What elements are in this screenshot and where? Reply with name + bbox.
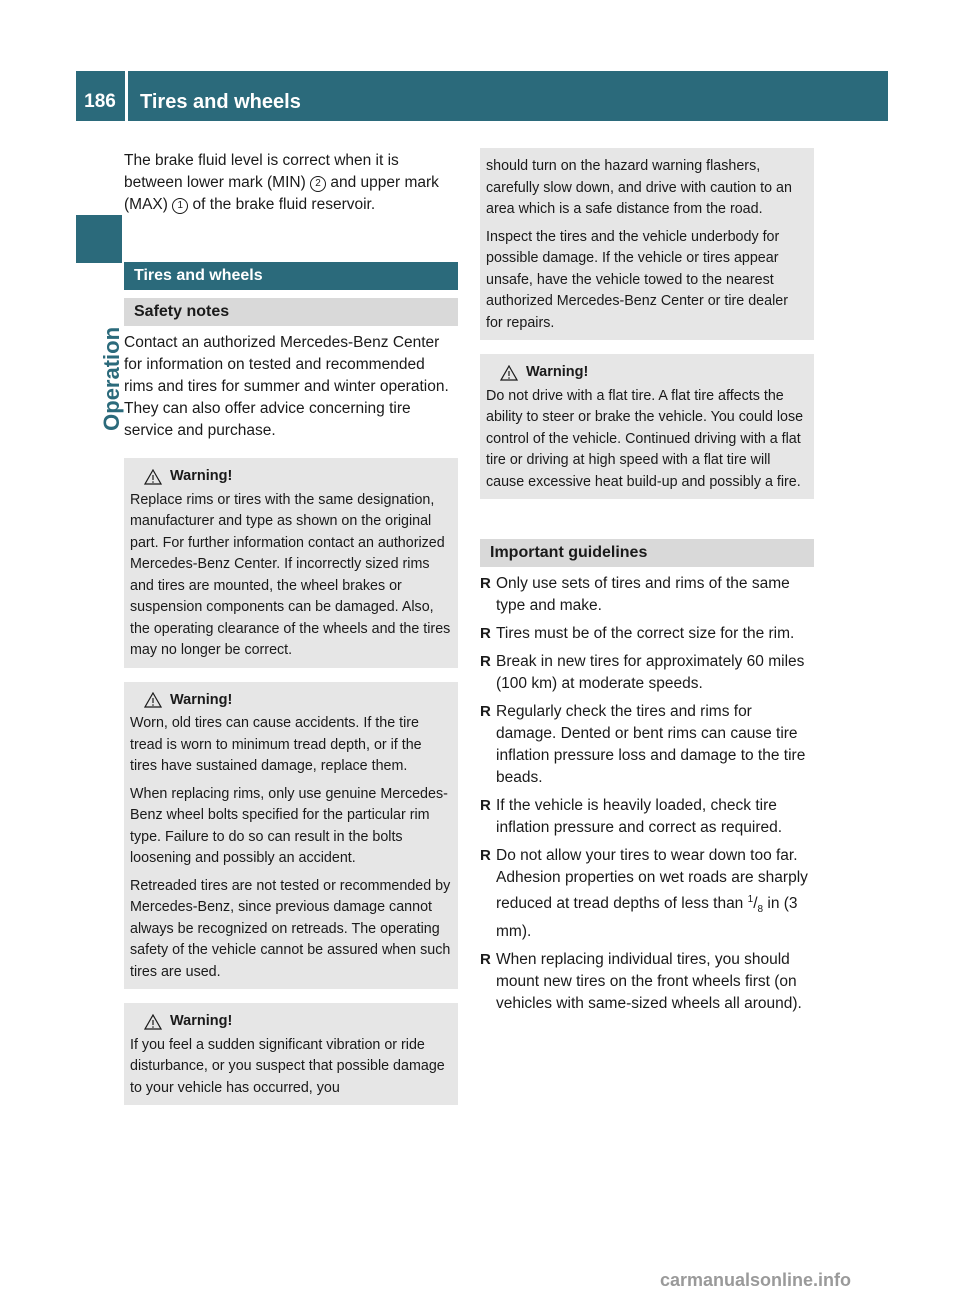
- warning-triangle-icon: [144, 692, 162, 708]
- page-title: Tires and wheels: [140, 91, 301, 113]
- list-item: [480, 651, 814, 695]
- warning-text: Do not drive with a flat tire. A flat tire affects the ability to steer or brake the vehicle. You could lose control of the vehicle. Continued driving with a flat tire or driving at high speed with a flat tire will cause excessive heat build-up and possibly a fire.: [486, 387, 804, 490]
- warning-text: Worn, old tires can cause accidents. If the tire tread is worn to minimum tread depth, or if the tires have sustained damage, replace them.: [130, 715, 422, 774]
- list-item-text: Break in new tires for approximately 60 miles (100 km) at moderate speeds.: [496, 653, 805, 692]
- bullet-icon: R: [480, 847, 491, 864]
- list-item-text: Only use sets of tires and rims of the same type and make.: [496, 575, 790, 614]
- subheading-safety-notes: Safety notes: [124, 298, 458, 326]
- warning-title: Warning!: [170, 1013, 233, 1029]
- warning-header: [144, 1011, 452, 1033]
- list-item-text: Do not allow your tires to wear down too far. Adhesion properties on wet roads are sharply reduced at tread depths of less than: [496, 847, 808, 913]
- bullet-icon: R: [480, 575, 491, 592]
- warning-text: Replace rims or tires with the same designation, manufacturer and type as shown on the original part. For further information contact an authorized Mercedes-Benz Center. If incorrectly sized rims and tires are mounted, the wheel brakes or suspension components can be damaged. Also, the operating clearance of the wheels and the tires may no longer be correct.: [130, 491, 451, 658]
- page-number: 186: [84, 91, 116, 112]
- list-item: [480, 795, 814, 839]
- watermark: carmanualsonline.info: [660, 1270, 852, 1290]
- list-item-text: If the vehicle is heavily loaded, check tire inflation pressure and correct as required.: [496, 797, 783, 836]
- side-tab-label: Operation: [99, 326, 124, 431]
- list-item: [480, 701, 814, 789]
- left-column: [124, 150, 458, 1105]
- warning-triangle-icon: [500, 365, 518, 381]
- warning-box-worn-tires: [124, 682, 458, 990]
- warning-text: If you feel a sudden significant vibration or ride disturbance, or you suspect that possible damage to your vehicle has occurred, you: [130, 1036, 445, 1096]
- warning-box-vibration: [124, 1003, 458, 1105]
- warning-text: Inspect the tires and the vehicle underbody for possible damage. If the vehicle or tires appear unsafe, have the vehicle towed to the nearest authorized Mercedes-Benz Center or tire dealer for repairs.: [486, 228, 788, 331]
- list-item: [480, 623, 814, 645]
- bullet-icon: R: [480, 951, 491, 969]
- list-item: [480, 573, 814, 617]
- warning-header: [144, 690, 452, 712]
- warning-triangle-icon: [144, 1014, 162, 1030]
- intro-text-1: The brake fluid level is correct when it is between lower mark (MIN): [124, 152, 399, 191]
- intro-text-3: of the brake fluid reservoir.: [188, 196, 376, 213]
- guidelines-list: [480, 573, 814, 1015]
- fraction-numerator: 1: [747, 894, 754, 905]
- warning-text: should turn on the hazard warning flashers, carefully slow down, and drive with caution to an area which is a safe distance from the road.: [486, 158, 792, 217]
- warning-header: [144, 466, 452, 488]
- bullet-icon: R: [480, 625, 491, 642]
- section-heading-tires-and-wheels: Tires and wheels: [124, 262, 458, 290]
- list-item-text-suffix: in (3 mm).: [496, 895, 798, 941]
- right-column: [480, 150, 814, 1021]
- bullet-icon: R: [480, 653, 491, 670]
- bullet-icon: R: [480, 797, 491, 814]
- intro-text-2: and upper mark (MAX): [124, 174, 439, 213]
- warning-title: Warning!: [170, 691, 233, 708]
- fraction-denominator: 8: [757, 904, 764, 916]
- warning-triangle-icon: [144, 469, 162, 485]
- warning-header: [500, 362, 808, 384]
- bullet-icon: R: [480, 703, 491, 720]
- warning-text: Retreaded tires are not tested or recommended by Mercedes-Benz, since previous damage cannot always be recognized on retreads. The operating safety of the vehicle cannot be assured when such tires are used.: [130, 877, 451, 980]
- warning-title: Warning!: [170, 468, 233, 484]
- list-item-text: Tires must be of the correct size for the rim.: [496, 625, 795, 642]
- subheading-important-guidelines: Important guidelines: [480, 539, 814, 567]
- intro-paragraph: [124, 150, 458, 216]
- warning-box-rims: [124, 458, 458, 668]
- fraction-slash: /: [753, 895, 758, 913]
- warning-box-flat-tire: [480, 354, 814, 499]
- header-divider: [125, 71, 128, 121]
- side-tab-marker: [76, 215, 122, 263]
- list-item: [480, 845, 814, 943]
- side-tab: [76, 275, 122, 495]
- warning-title: Warning!: [526, 364, 589, 380]
- list-item: [480, 949, 814, 1015]
- list-item-text: When replacing individual tires, you should mount new tires on the front wheels first (on vehicles with same-sized wheels all around).: [496, 951, 802, 1013]
- callout-2-icon: 2: [310, 176, 326, 192]
- callout-1-icon: 1: [172, 198, 188, 214]
- safety-notes-text: Contact an authorized Mercedes-Benz Center for information on tested and recommended rims and tires for summer and winter operation. They can also offer advice concerning tire service and purchase.: [124, 334, 449, 439]
- fraction-one-eighth: [747, 894, 764, 916]
- list-item-text: Regularly check the tires and rims for damage. Dented or bent rims can cause tire inflation pressure loss and damage to the tire beads.: [496, 703, 806, 786]
- warning-text: When replacing rims, only use genuine Mercedes-Benz wheel bolts specified for the particular rim type. Failure to do so can result in the bolts loosening and possibly an accident.: [130, 785, 448, 866]
- warning-box-continued: [480, 148, 814, 340]
